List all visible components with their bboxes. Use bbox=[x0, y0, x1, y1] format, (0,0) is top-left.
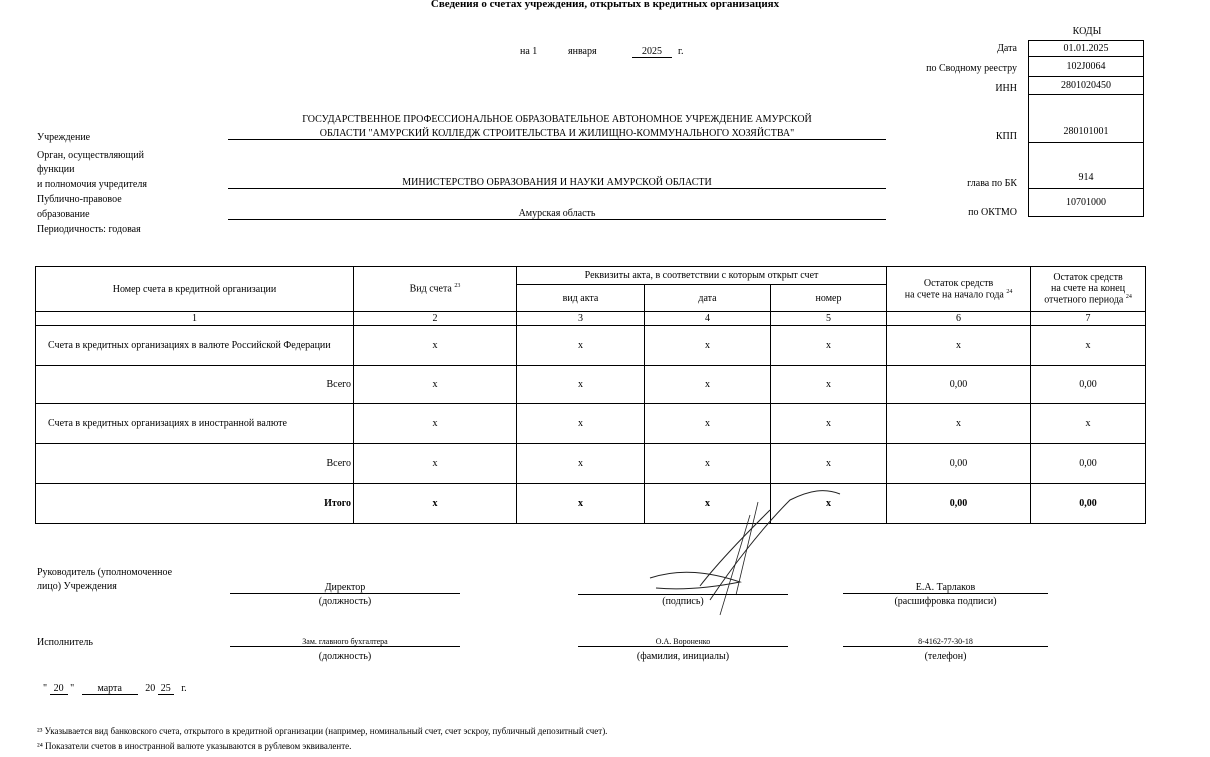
sign-year-prefix: 20 bbox=[145, 683, 156, 694]
cell: x bbox=[517, 366, 645, 404]
th-act-date: дата bbox=[645, 285, 771, 312]
cell: x bbox=[771, 404, 887, 444]
cell: x bbox=[645, 366, 771, 404]
cell: x bbox=[645, 484, 771, 524]
cell: 0,00 bbox=[887, 444, 1031, 484]
th-act: Реквизиты акта, в соответствии с которым открыт счет bbox=[517, 267, 887, 285]
caption-decode: (расшифровка подписи) bbox=[894, 596, 997, 607]
cell: x bbox=[354, 444, 517, 484]
sign-day: 20 bbox=[50, 683, 68, 695]
table-row bbox=[36, 326, 1146, 366]
caption-fio: (фамилия, инициалы) bbox=[636, 651, 730, 662]
code-label-date: Дата bbox=[997, 43, 1017, 54]
cell: x bbox=[645, 404, 771, 444]
code-date: 01.01.2025 bbox=[1029, 41, 1144, 57]
institution-name-line1: ГОСУДАРСТВЕННОЕ ПРОФЕССИОНАЛЬНОЕ ОБРАЗОВАТЕЛЬНОЕ АВТОНОМНОЕ УЧРЕЖДЕНИЕ АМУРСКОЙ bbox=[302, 114, 812, 125]
sign-year: 25 bbox=[158, 683, 174, 695]
cell: x bbox=[771, 326, 887, 366]
cell: x bbox=[517, 326, 645, 366]
cell: x bbox=[354, 404, 517, 444]
row-label: Итого bbox=[36, 484, 354, 524]
row-label: Счета в кредитных организациях в иностранной валюте bbox=[36, 404, 354, 444]
sign-month: марта bbox=[82, 683, 138, 695]
cell: x bbox=[354, 366, 517, 404]
head-signature-line bbox=[578, 582, 788, 595]
col-num: 1 bbox=[36, 312, 354, 326]
caption-position: (должность) bbox=[318, 651, 372, 662]
cell: x bbox=[517, 404, 645, 444]
codes-table bbox=[1028, 40, 1144, 217]
th-type: Вид счета $^{23}$ bbox=[354, 267, 517, 312]
head-name: Е.А. Тарлаков bbox=[843, 582, 1048, 594]
code-registry: 102J0064 bbox=[1029, 57, 1144, 77]
founder-label-3: и полномочия учредителя bbox=[37, 179, 147, 190]
code-label-oktmo: по ОКТМО bbox=[968, 207, 1017, 218]
th-end: Остаток средств на счете на конец отчетного периода $^{24}$ bbox=[1031, 267, 1146, 312]
cell: x bbox=[887, 326, 1031, 366]
caption-signature: (подпись) bbox=[662, 596, 704, 607]
col-num: 6 bbox=[887, 312, 1031, 326]
date-suffix: г. bbox=[678, 46, 684, 57]
th-start: Остаток средств на счете на начало года $^{24}$ bbox=[887, 267, 1031, 312]
sign-date-suffix: г. bbox=[181, 683, 187, 694]
col-num: 3 bbox=[517, 312, 645, 326]
caption-position: (должность) bbox=[318, 596, 372, 607]
municipality-label-2: образование bbox=[37, 209, 90, 220]
cell: x bbox=[517, 484, 645, 524]
footnote-24: ²⁴ Показатели счетов в иностранной валюте указываются в рублевом эквиваленте. bbox=[37, 741, 352, 751]
page-title: Сведения о счетах учреждения, открытых в кредитных организациях bbox=[430, 0, 780, 10]
code-label-bk: глава по БК bbox=[967, 178, 1017, 189]
cell: 0,00 bbox=[1031, 366, 1146, 404]
date-year: 2025 bbox=[632, 46, 672, 58]
executor-name: О.А. Вороненко bbox=[578, 637, 788, 647]
founder-value: МИНИСТЕРСТВО ОБРАЗОВАНИЯ И НАУКИ АМУРСКОЙ ОБЛАСТИ bbox=[228, 177, 886, 189]
cell: x bbox=[517, 444, 645, 484]
cell: x bbox=[1031, 326, 1146, 366]
table-row bbox=[36, 366, 1146, 404]
executor-label: Исполнитель bbox=[37, 637, 93, 648]
code-inn: 2801020450 bbox=[1029, 77, 1144, 95]
executor-position: Зам. главного бухгалтера bbox=[230, 637, 460, 647]
th-act-num: номер bbox=[771, 285, 887, 312]
municipality-label-1: Публично-правовое bbox=[37, 194, 122, 205]
cell: x bbox=[1031, 404, 1146, 444]
code-label-registry: по Сводному реестру bbox=[926, 63, 1017, 74]
institution-label: Учреждение bbox=[37, 132, 91, 143]
periodicity: Периодичность: годовая bbox=[37, 224, 141, 235]
date-prefix: на 1 bbox=[520, 46, 538, 57]
sign-date: " 20 " марта 20 25 г. bbox=[43, 683, 187, 694]
table-row-total bbox=[36, 484, 1146, 524]
cell: x bbox=[645, 444, 771, 484]
row-label: Всего bbox=[36, 366, 354, 404]
accounts-table bbox=[35, 266, 1146, 524]
col-num: 2 bbox=[354, 312, 517, 326]
cell: x bbox=[771, 366, 887, 404]
footnote-23: ²³ Указывается вид банковского счета, открытого в кредитной организации (например, номинальный счет, счет эскроу, публичный депозитный счет). bbox=[37, 726, 608, 736]
cell: 0,00 bbox=[1031, 484, 1146, 524]
code-label-inn: ИНН bbox=[995, 83, 1017, 94]
head-label-2: лицо) Учреждения bbox=[37, 581, 117, 592]
table-row bbox=[36, 444, 1146, 484]
col-num: 4 bbox=[645, 312, 771, 326]
code-oktmo: 10701000 bbox=[1029, 189, 1144, 217]
head-label-1: Руководитель (уполномоченное bbox=[37, 567, 173, 578]
row-label: Счета в кредитных организациях в валюте Российской Федерации bbox=[36, 326, 354, 366]
institution-name-line2: ОБЛАСТИ "АМУРСКИЙ КОЛЛЕДЖ СТРОИТЕЛЬСТВА И ЖИЛИЩНО-КОММУНАЛЬНОГО ХОЗЯЙСТВА" bbox=[228, 128, 886, 140]
cell: 0,00 bbox=[1031, 444, 1146, 484]
cell: x bbox=[887, 404, 1031, 444]
cell: x bbox=[771, 444, 887, 484]
date-month: января bbox=[568, 46, 597, 57]
cell: x bbox=[645, 326, 771, 366]
th-act-kind: вид акта bbox=[517, 285, 645, 312]
cell: 0,00 bbox=[887, 484, 1031, 524]
cell: x bbox=[354, 326, 517, 366]
row-label: Всего bbox=[36, 444, 354, 484]
executor-phone: 8-4162-77-30-18 bbox=[843, 637, 1048, 647]
th-account: Номер счета в кредитной организации bbox=[36, 267, 354, 312]
founder-label-1: Орган, осуществляющий bbox=[37, 150, 144, 161]
code-kpp: 280101001 bbox=[1029, 95, 1144, 143]
col-num: 7 bbox=[1031, 312, 1146, 326]
cell: 0,00 bbox=[887, 366, 1031, 404]
caption-phone: (телефон) bbox=[924, 651, 967, 662]
cell: x bbox=[354, 484, 517, 524]
codes-header: КОДЫ bbox=[1072, 26, 1102, 37]
founder-label-2: функции bbox=[37, 164, 75, 175]
cell: x bbox=[771, 484, 887, 524]
code-bk: 914 bbox=[1029, 143, 1144, 189]
code-label-kpp: КПП bbox=[995, 131, 1017, 142]
head-position: Директор bbox=[230, 582, 460, 594]
municipality-value: Амурская область bbox=[228, 208, 886, 220]
col-num: 5 bbox=[771, 312, 887, 326]
table-row bbox=[36, 404, 1146, 444]
